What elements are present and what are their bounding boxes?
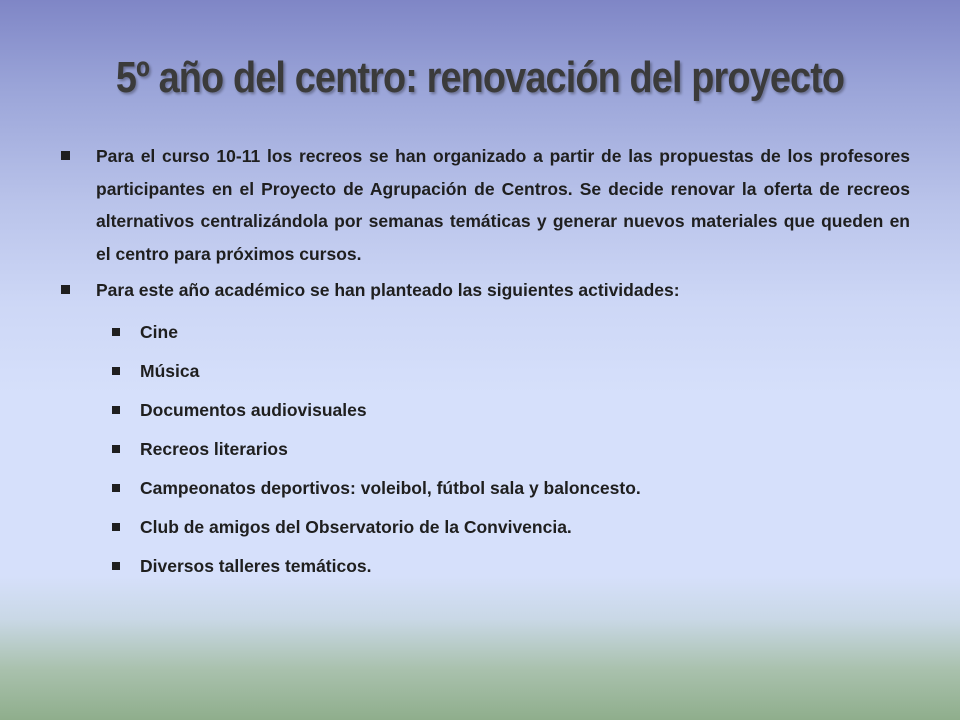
activity-item-club-amigos [58,508,910,547]
activity-text: Diversos talleres temáticos. [140,555,372,576]
square-bullet-icon [112,562,120,570]
bullet-item-activities-intro [58,274,910,307]
activity-text: Cine [140,321,178,342]
square-bullet-icon [112,523,120,531]
activity-item-talleres [58,547,910,586]
activity-item-musica [58,352,910,391]
bullet-text: Para este año académico se han planteado las siguientes actividades: [96,280,680,300]
square-bullet-icon [112,328,120,336]
activity-text: Campeonatos deportivos: voleibol, fútbol sala y baloncesto. [140,477,641,498]
bullet-item-course-organization [58,140,910,270]
square-bullet-icon [112,445,120,453]
activity-text: Música [140,360,200,381]
activities-list [58,313,910,586]
activity-text: Recreos literarios [140,438,288,459]
activity-item-campeonatos [58,469,910,508]
square-bullet-icon [112,406,120,414]
slide-content [58,140,910,586]
activity-item-recreos-literarios [58,430,910,469]
activity-item-cine [58,313,910,352]
slide-title: 5º año del centro: renovación del proyecto [115,53,845,102]
square-bullet-icon [112,484,120,492]
bullet-text: Para el curso 10-11 los recreos se han organizado a partir de las propuestas de los profesores participantes en el Proyecto de Agrupación de Centros. Se decide renovar la oferta de recreos alternativos centralizándola por semanas temáticas y generar nuevos materiales que queden en el centro para próximos cursos. [96,146,910,264]
square-bullet-icon [61,151,70,160]
square-bullet-icon [112,367,120,375]
activity-text: Club de amigos del Observatorio de la Convivencia. [140,516,572,537]
activity-item-documentos [58,391,910,430]
activity-text: Documentos audiovisuales [140,399,367,420]
square-bullet-icon [61,285,70,294]
